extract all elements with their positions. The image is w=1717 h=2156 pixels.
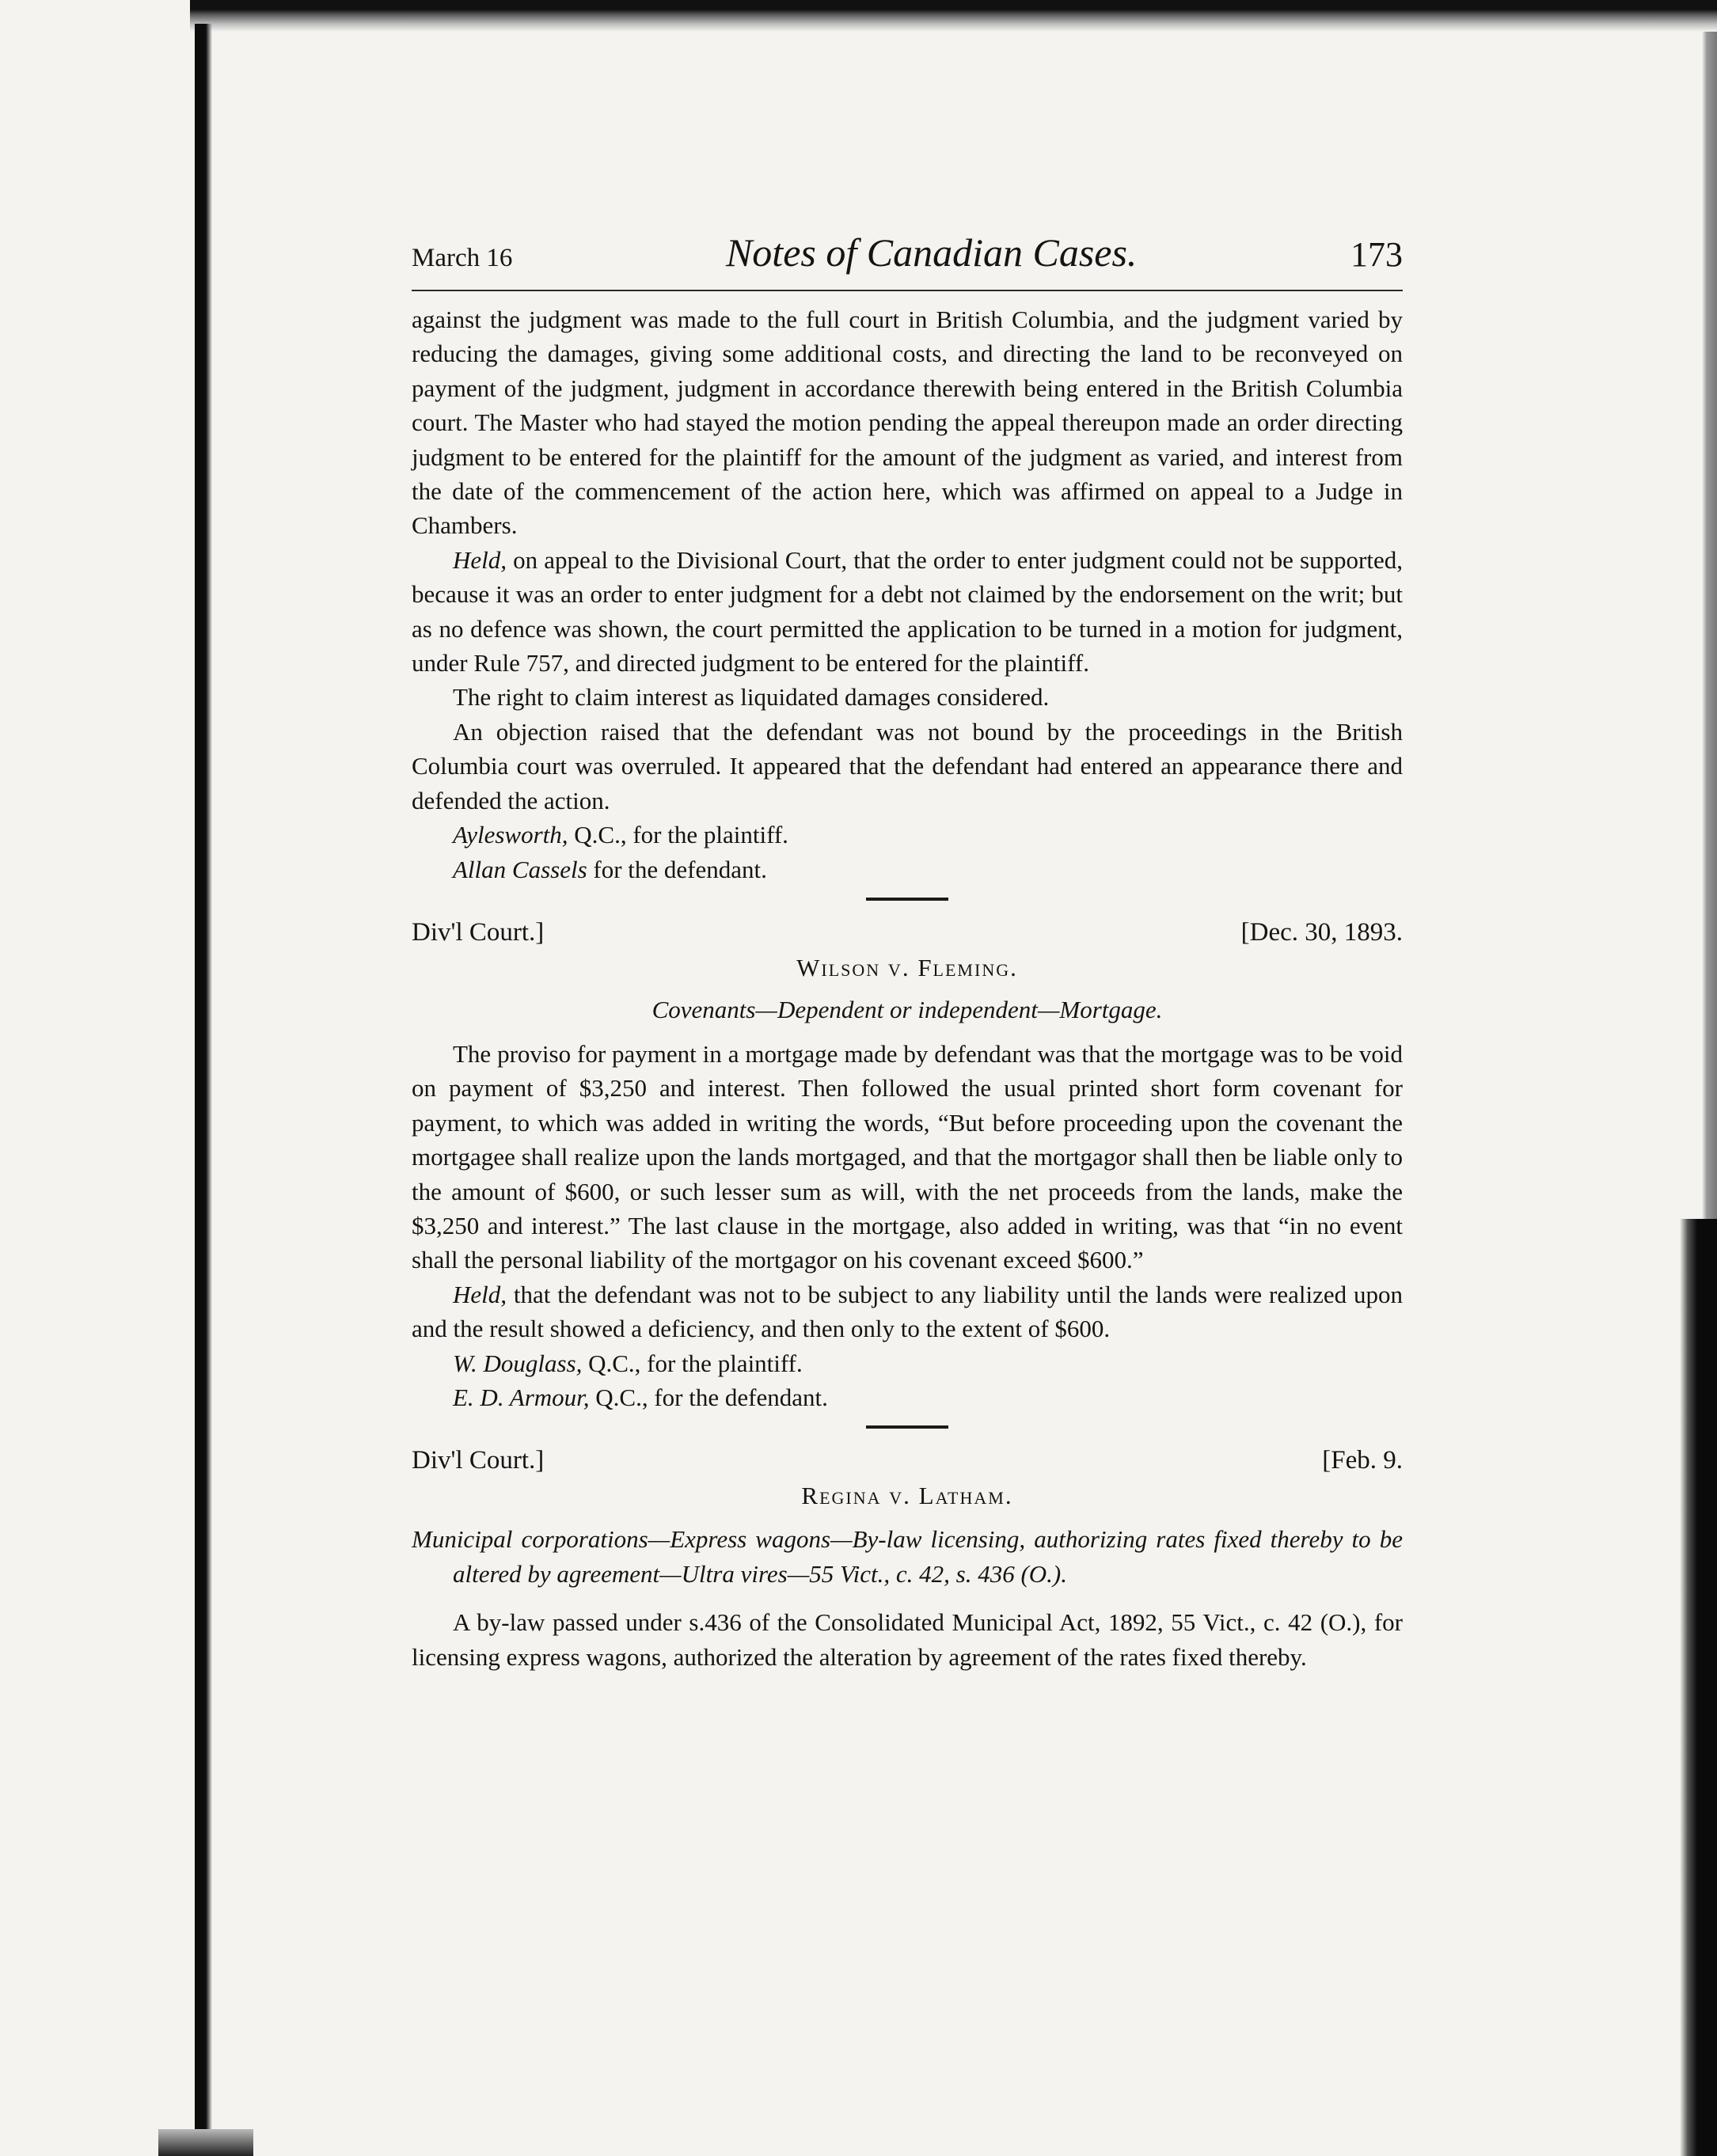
case-date: [Feb. 9. (1322, 1446, 1403, 1475)
counsel-defendant (412, 852, 1403, 886)
counsel-plaintiff (412, 1346, 1403, 1380)
held-text: on appeal to the Divisional Court, that the order to enter judgment could not be supported, because it was an order to enter judgment for a debt not claimed by the endorsement on the writ; but as no defence was shown, the court permitted the application to be turned in a motion for judgment, under Rule 757, and directed judgment to be entered for the plaintiff. (412, 545, 1403, 678)
paragraph-objection: An objection raised that the defendant was not bound by the proceedings in the British Columbia court was overruled. It appeared that the defendant had entered an appearance there and defended the action. (412, 717, 1403, 814)
section-divider (866, 898, 948, 901)
court-name: Div'l Court.] (412, 917, 545, 947)
paragraph-held (412, 1277, 1403, 1346)
paragraph-judgment: against the judgment was made to the full court in British Columbia, and the judgment varied by reducing the damages, giving some additional costs, and directing the land to be reconveyed on payment of the judgment, judgment in accordance therewith being entered in the British Columbia court. The Master who had stayed the motion pending the appeal thereupon made an order directing judgment to be entered for the plaintiff for the amount of the judgment as varied, and interest from the date of the commencement of the action here, which was affirmed on appeal to a Judge in Chambers. (412, 306, 1403, 540)
running-head-date: March 16 (412, 244, 513, 272)
paragraph-bylaw: A by-law passed under s.436 of the Consolidated Municipal Act, 1892, 55 Vict., c. 42 (O.), for licensing express wagons, authorized the alteration by agreement of the rates fixed thereby. (412, 1608, 1403, 1671)
book-page (412, 230, 1403, 1674)
page-number: 173 (1350, 235, 1403, 274)
court-name: Div'l Court.] (412, 1446, 545, 1475)
scan-shadow-top (190, 0, 1717, 32)
case-title: Wilson v. Fleming. (796, 953, 1018, 981)
paragraph-interest: The right to claim interest as liquidated damages considered. (453, 683, 1050, 712)
case-date: [Dec. 30, 1893. (1240, 917, 1403, 947)
counsel-name: Allan Cassels (453, 855, 587, 883)
counsel-name: E. D. Armour, (453, 1383, 590, 1411)
court-line (412, 1443, 1403, 1478)
case-wilson-v-fleming (412, 915, 1403, 1414)
counsel-role: Q.C., for the plaintiff. (568, 821, 788, 849)
counsel-plaintiff (412, 818, 1403, 852)
held-text: that the defendant was not to be subject to any liability until the lands were realized upon and the result showed a deficiency, and then only to the extent of $600. (412, 1280, 1403, 1343)
counsel-name: W. Douglass, (453, 1349, 583, 1377)
catchwords (412, 1522, 1403, 1591)
scan-shadow-bottom (158, 2129, 253, 2156)
paragraph-proviso: The proviso for payment in a mortgage made by defendant was that the mortgage was to be void on payment of $3,250 and interest. Then followed the usual printed short form covenant for payment, to which was added in writing the words, “But before proceeding upon the covenant the mortgagee shall realize upon the lands mortgaged, and that the mortgagor shall then be liable only to the amount of $600, or such lesser sum as will, with the net proceeds from the lands, make the $3,250 and interest.” The last clause in the mortgage, also added in writing, was that “in no event shall the personal liability of the mortgagor on his covenant exceed $600.” (412, 1039, 1403, 1274)
catchwords-text: Municipal corporations—Express wagons—By-law licensing, authorizing rates fixed thereby to be altered by agreement—Ultra vires—55 Vict., c. 42, s. 436 (O.). (412, 1525, 1403, 1588)
running-head (412, 230, 1403, 291)
paragraph-held (412, 543, 1403, 681)
section-divider (866, 1425, 948, 1429)
running-head-title: Notes of Canadian Cases. (725, 230, 1138, 275)
counsel-role: for the defendant. (587, 855, 767, 883)
counsel-defendant (412, 1380, 1403, 1414)
held-label: Held, (453, 1280, 507, 1308)
scan-shadow-right-lower (1680, 1219, 1717, 2156)
catchwords: Covenants—Dependent or independent—Mortgage. (651, 995, 1163, 1023)
scan-shadow-right (1702, 32, 1717, 1219)
counsel-role: Q.C., for the defendant. (589, 1383, 828, 1411)
case-regina-v-latham (412, 1443, 1403, 1674)
held-label: Held, (453, 545, 507, 574)
scan-shadow-left (195, 24, 212, 2156)
case-title: Regina v. Latham. (801, 1482, 1013, 1510)
counsel-name: Aylesworth, (453, 821, 568, 849)
court-line (412, 915, 1403, 950)
counsel-role: Q.C., for the plaintiff. (582, 1349, 803, 1377)
continued-case (412, 302, 1403, 886)
